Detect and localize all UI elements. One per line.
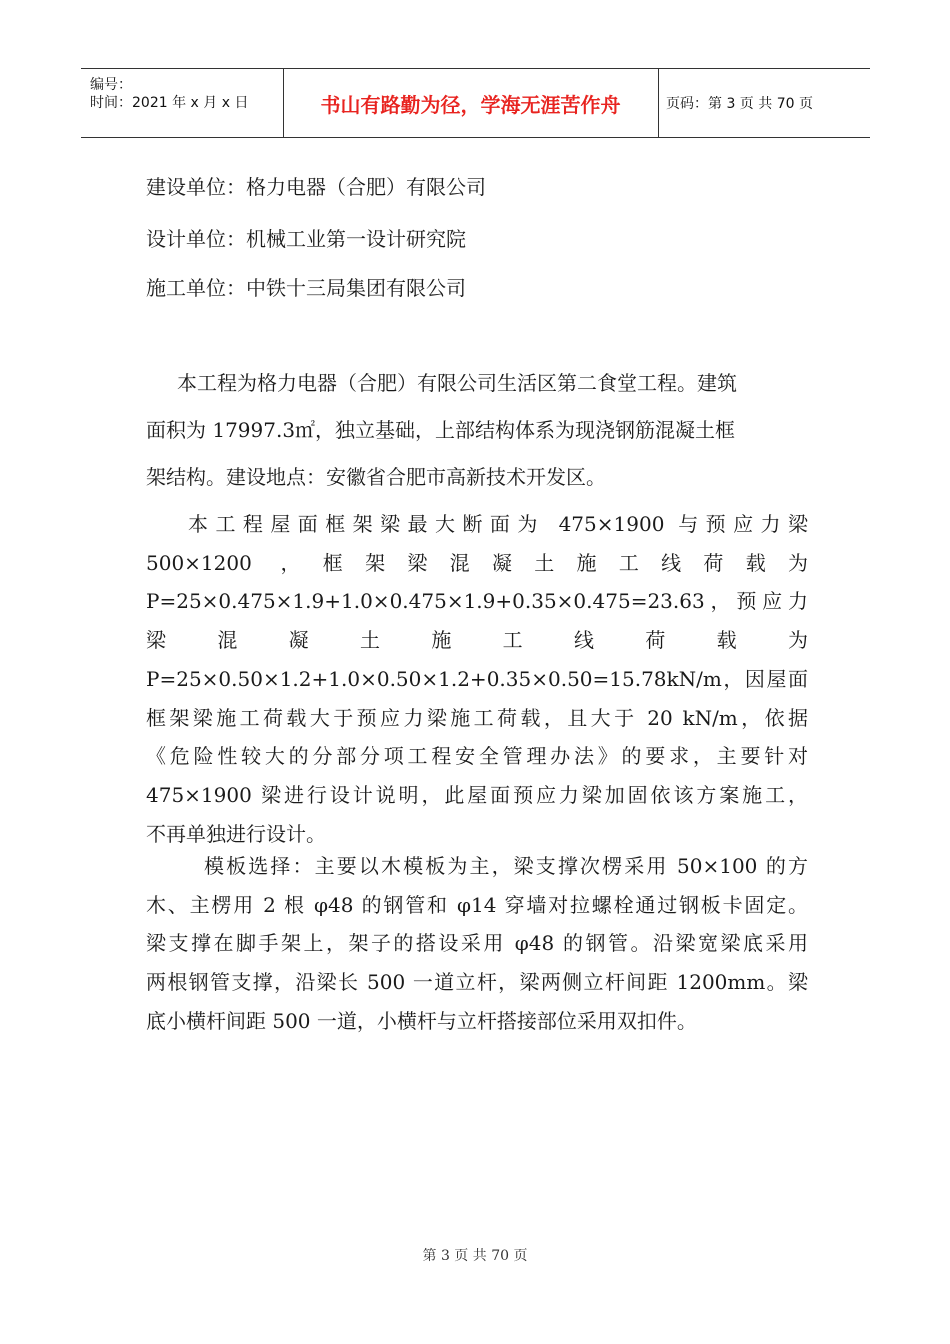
header-page-number	[658, 69, 870, 137]
builder-unit: 施工单位：中铁十三局集团有限公司	[146, 276, 466, 300]
text-line: 框架梁施工荷载大于预应力梁施工荷载，且大于 20 kN/m，依据	[146, 705, 808, 730]
paragraph-load-calculation	[146, 505, 808, 853]
header-page-label: 页码：第 3 页 共 70 页	[666, 96, 813, 112]
text-line: 不再单独进行设计。	[146, 821, 326, 846]
text-line: 两根钢管支撑，沿梁长 500 一道立杆，梁两侧立杆间距 1200mm。梁	[146, 970, 808, 995]
paragraph-project-overview	[146, 360, 808, 501]
text-line: 底小横杆间距 500 一道，小横杆与立杆搭接部位采用双扣件。	[146, 1008, 697, 1033]
text-line: P=25×0.50×1.2+1.0×0.50×1.2+0.35×0.50=15.78kN/m，因屋面	[146, 666, 808, 691]
construction-unit: 建设单位：格力电器（合肥）有限公司	[146, 175, 486, 199]
text-line: 500×1200 ，框架梁混凝土施工线荷载为	[146, 550, 808, 575]
page-header	[81, 68, 870, 138]
paragraph-formwork-selection	[146, 847, 808, 1041]
page-footer: 第 3 页 共 70 页	[422, 1248, 528, 1264]
header-motto: 书山有路勤为径，学海无涯苦作舟	[283, 69, 659, 137]
text-line: 475×1900 梁进行设计说明，此屋面预应力梁加固依该方案施工，	[146, 782, 808, 807]
text-line: 梁 混 凝 土 施 工 线 荷 载 为	[146, 628, 808, 653]
text-line: 模板选择：主要以木模板为主，梁支撑次楞采用 50×100 的方	[204, 854, 808, 878]
text-line: 本工程为格力电器（合肥）有限公司生活区第二食堂工程。建筑	[177, 371, 737, 395]
text-line: P=25×0.475×1.9+1.0×0.475×1.9+0.35×0.475=23.63，预应力	[146, 589, 808, 614]
header-meta	[81, 69, 284, 137]
text-line: 面积为 17997.3㎡，独立基础，上部结构体系为现浇钢筋混凝土框	[146, 418, 736, 442]
doc-number-label: 编号：	[90, 77, 132, 93]
text-line: 架结构。建设地点：安徽省合肥市高新技术开发区。	[146, 465, 606, 489]
text-line: 本工程屋面框架梁最大断面为 475×1900 与预应力梁	[188, 512, 808, 536]
text-line: 《危险性较大的分部分项工程安全管理办法》的要求，主要针对	[146, 744, 808, 769]
text-line: 木、主楞用 2 根 φ48 的钢管和 φ14 穿墙对拉螺栓通过钢板卡固定。	[146, 892, 808, 917]
doc-time-label: 时间：2021 年 x 月 x 日	[90, 95, 249, 111]
text-line: 梁支撑在脚手架上，架子的搭设采用 φ48 的钢管。沿梁宽梁底采用	[146, 931, 808, 956]
design-unit: 设计单位：机械工业第一设计研究院	[146, 227, 466, 251]
